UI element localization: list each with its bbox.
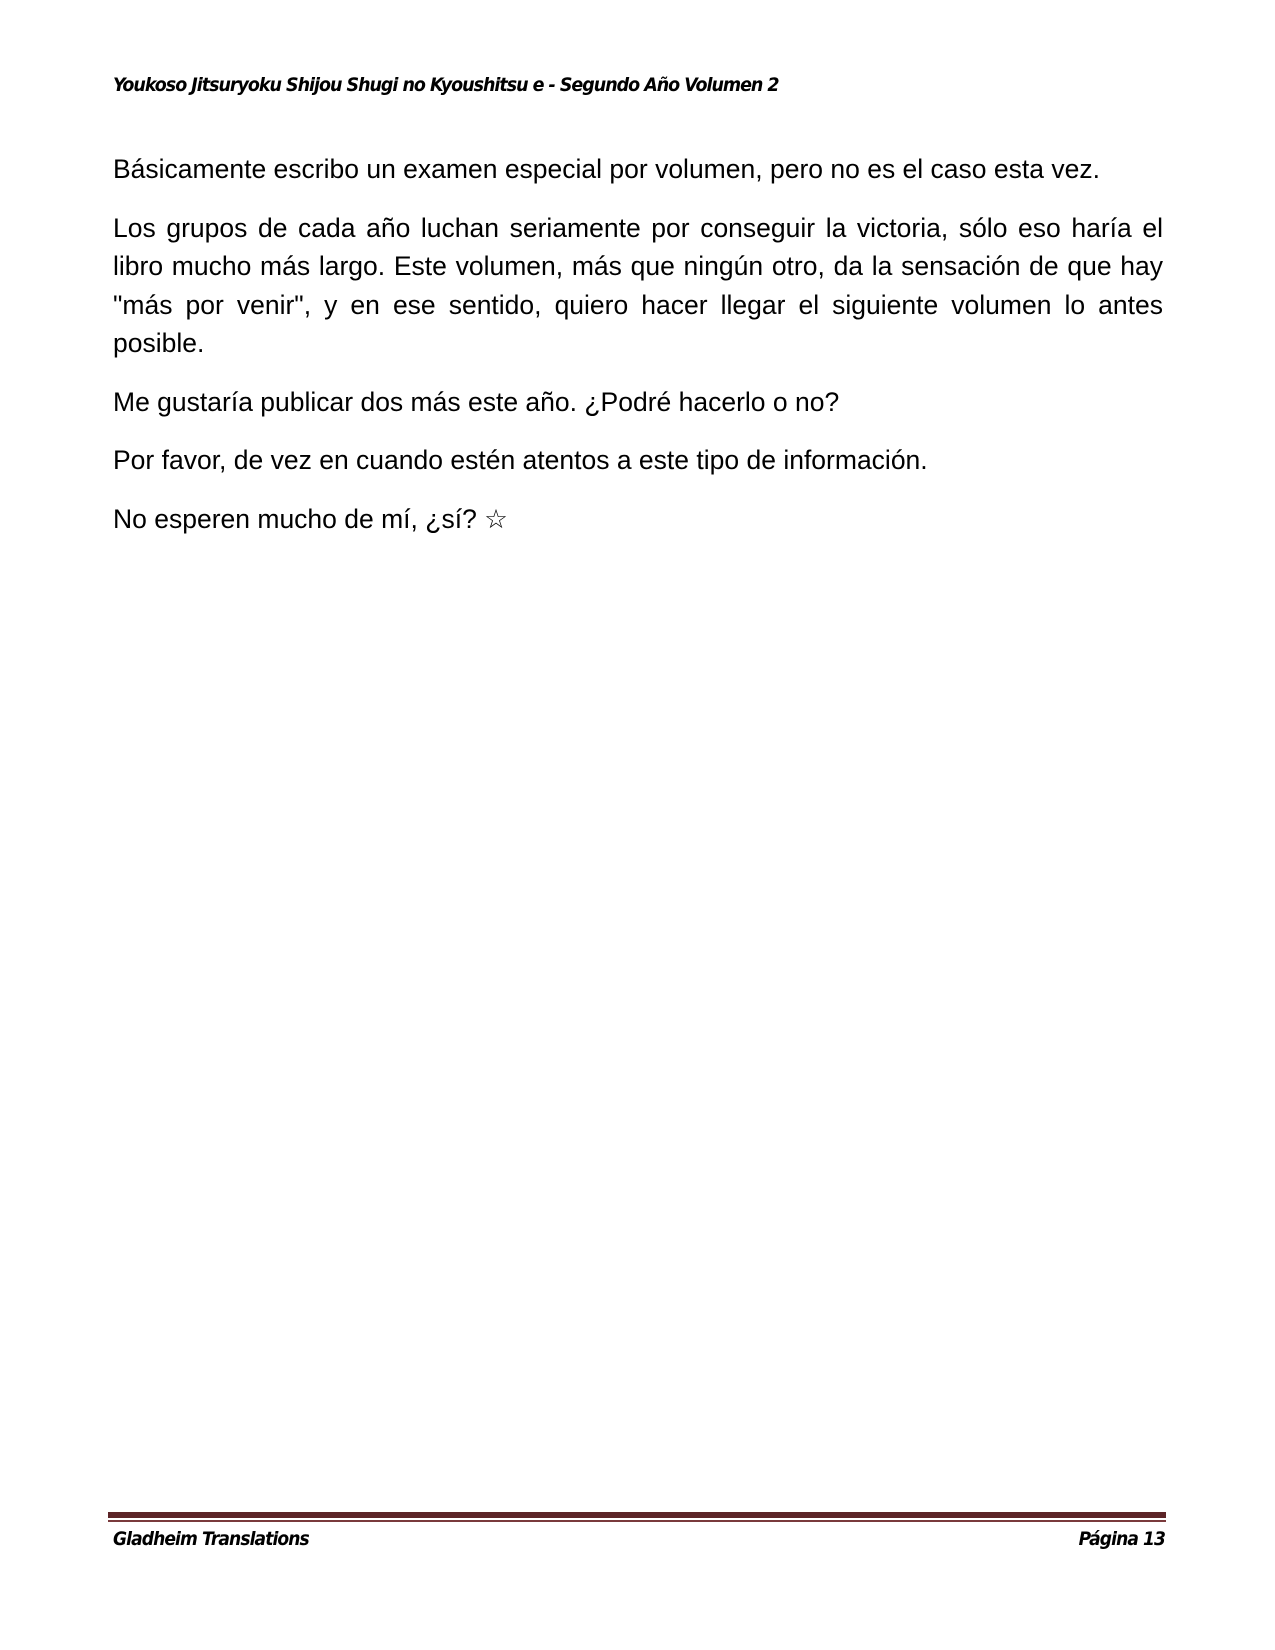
footer-divider-thick	[108, 1512, 1166, 1518]
paragraph: Básicamente escribo un examen especial por volumen, pero no es el caso esta vez.	[113, 154, 1100, 184]
footer-publisher: Gladheim Translations	[113, 1528, 309, 1550]
footer-page-number: Página 13	[1078, 1528, 1165, 1550]
paragraph: Por favor, de vez en cuando estén atentos a este tipo de información.	[113, 445, 928, 475]
paragraph: Me gustaría publicar dos más este año. ¿Podré hacerlo o no?	[113, 386, 840, 417]
document-body	[113, 150, 1163, 558]
paragraph: No esperen mucho de mí, ¿sí? ☆	[113, 503, 508, 534]
running-header-title: Youkoso Jitsuryoku Shijou Shugi no Kyoushitsu e - Segundo Año Volumen 2	[113, 74, 779, 96]
paragraph: Los grupos de cada año luchan seriamente por conseguir la victoria, sólo eso haría el libro mucho más largo. Este volumen, más que ningún otro, da la sensación de que hay "más por venir", y en ese sentido, quiero hacer llegar el siguiente volumen lo antes posible.	[113, 212, 1163, 358]
footer-divider-thin	[108, 1520, 1166, 1522]
